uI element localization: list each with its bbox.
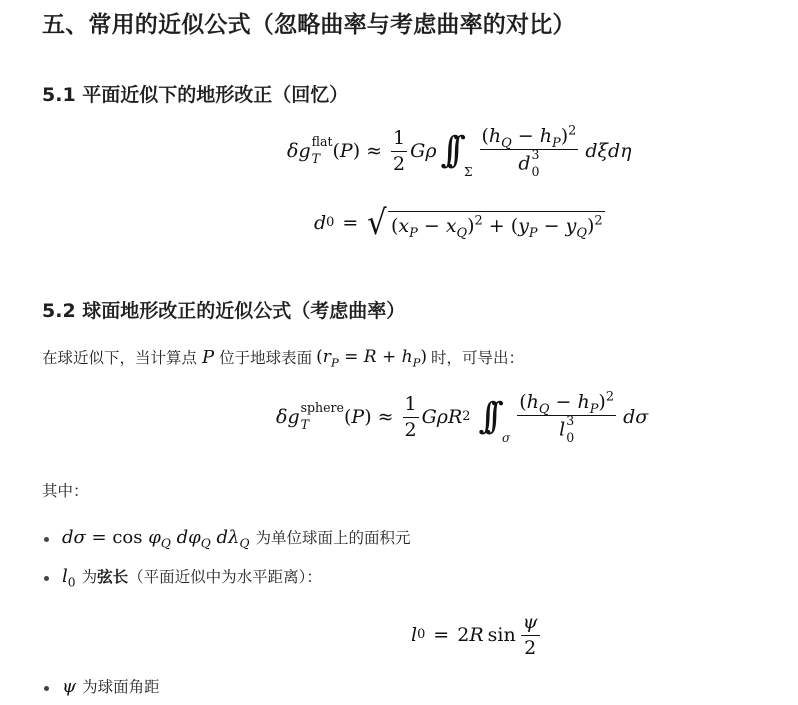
sphere-superscript: sphere bbox=[300, 399, 344, 415]
bullet-dot bbox=[44, 686, 49, 691]
list-item-angular-distance: ψ 为球面角距 bbox=[62, 675, 160, 697]
bullet-dot bbox=[44, 537, 49, 542]
flat-superscript: flat bbox=[311, 133, 333, 149]
spherical-terrain-correction-formula: δg sphere T ( P ) ≈ $\frac{1}{2}$ GρR 2 ∫∫ σ $(h_Q - h_P)^2$ l 3 0 dσ bbox=[276, 389, 649, 446]
intro-mid: 位于地球表面 bbox=[219, 349, 313, 367]
bullet-dot bbox=[44, 576, 49, 581]
intro-prefix: 在球近似下，当计算点 bbox=[42, 349, 198, 367]
subsection-title-5-1: 5.1 平面近似下的地形改正（回忆） bbox=[42, 84, 349, 106]
list-item-chord-length: $l_0$ 为 弦长 （平面近似中为水平距离）： bbox=[62, 565, 322, 590]
list-item-prefix: 为 bbox=[81, 568, 98, 586]
chord-length-formula: l 0 = 2 R sin $\frac{\psi}{2}$ bbox=[411, 611, 538, 659]
intro-paragraph: 在球近似下，当计算点 P 位于地球表面 $(r_P = R + h_P)$ 时，可导出： bbox=[42, 346, 525, 370]
list-item-area-element: $d\sigma = \cos \varphi_Q$ $d\varphi_Q$ $d\lambda_Q$ 为单位球面上的面积元 bbox=[62, 526, 411, 551]
subsection-title-5-2: 5.2 球面地形改正的近似公式（考虑曲率） bbox=[42, 300, 406, 322]
flat-terrain-correction-formula: δg flat T ( P ) ≈ $\frac{1}{2}$ Gρ ∫∫ Σ $(h_Q - h_P)^2$ d 3 0 dξdη bbox=[287, 123, 632, 180]
list-item-suffix: （平面近似中为水平距离）： bbox=[128, 568, 322, 586]
d0-distance-formula: d 0 = √ $(x_P - x_Q)^2 + (y_P - y_Q)^2$ bbox=[314, 203, 603, 243]
small-sigma-subscript: σ bbox=[502, 430, 511, 445]
list-item-strong: 弦长 bbox=[97, 568, 129, 586]
where-label: 其中： bbox=[42, 482, 89, 500]
sigma-subscript: Σ bbox=[464, 164, 473, 179]
list-item-text: 为单位球面上的面积元 bbox=[255, 529, 411, 547]
intro-suffix: 时，可导出： bbox=[431, 349, 525, 367]
list-item-text: 为球面角距 bbox=[82, 678, 160, 696]
section-title: 五、常用的近似公式（忽略曲率与考虑曲率的对比） bbox=[42, 12, 576, 38]
